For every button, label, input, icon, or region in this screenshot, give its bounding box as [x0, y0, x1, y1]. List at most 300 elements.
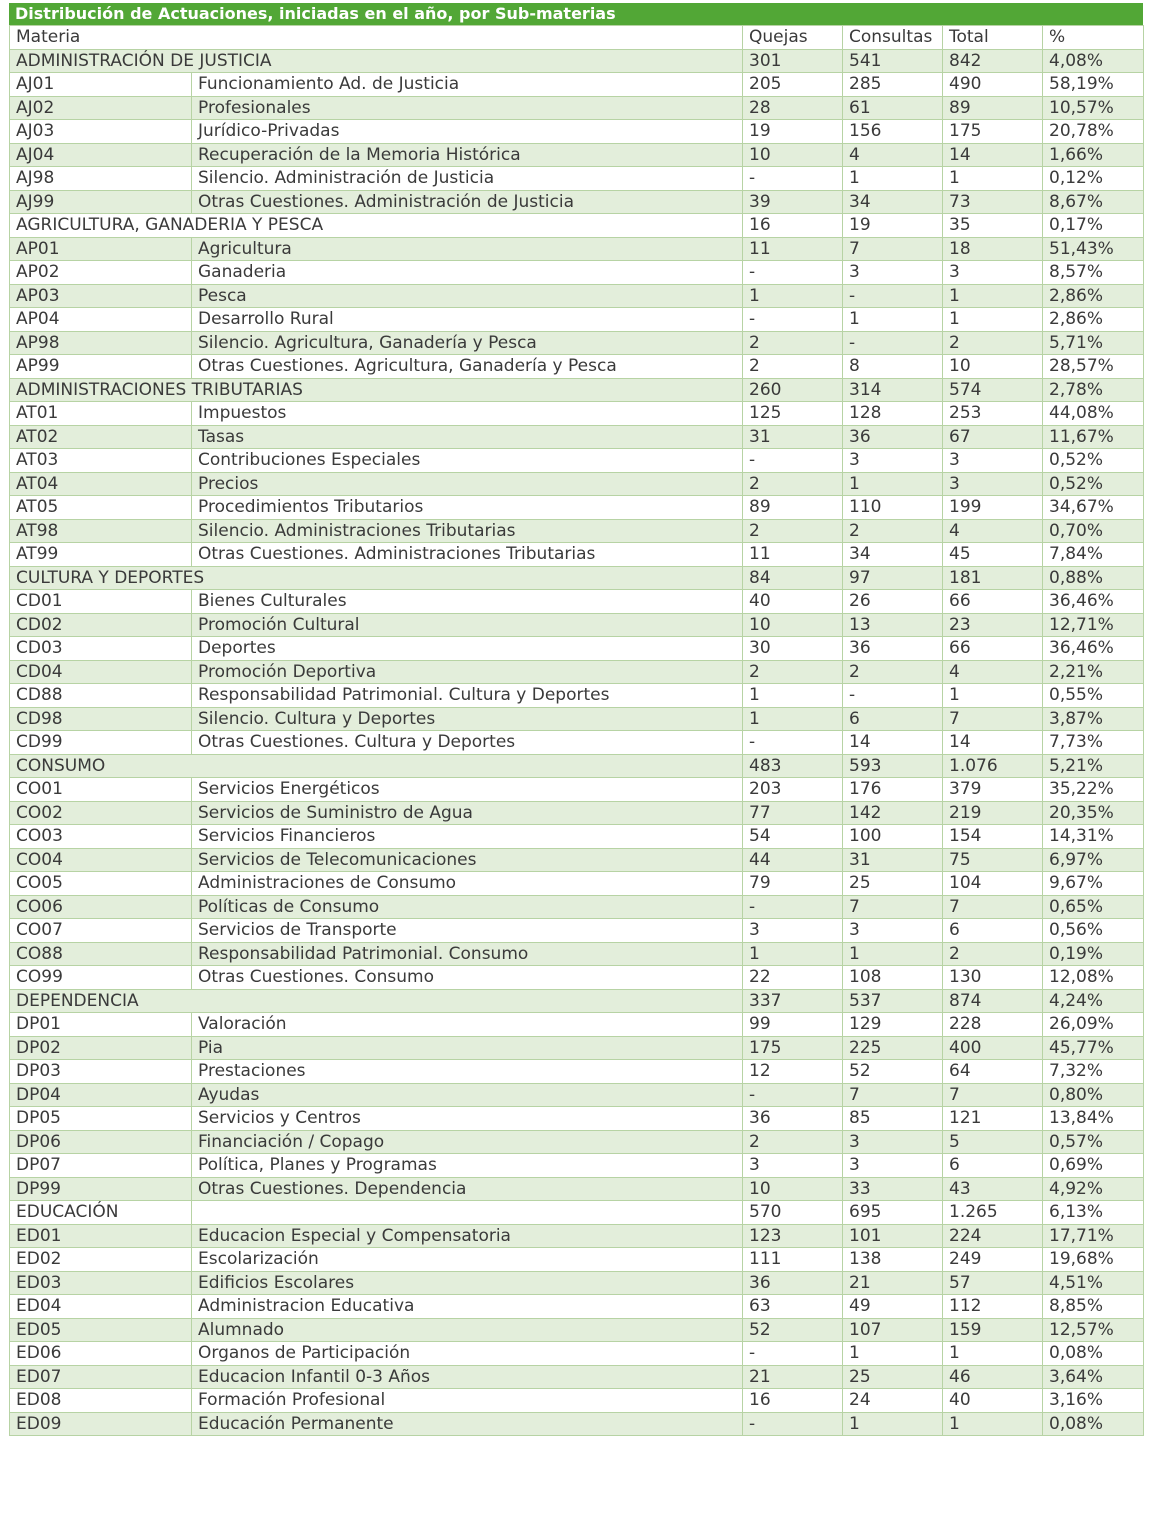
percent-cell: 7,32%: [1043, 1060, 1144, 1084]
percent-cell: 44,08%: [1043, 402, 1144, 426]
percent-cell: 4,92%: [1043, 1177, 1144, 1201]
consultas-cell: 3: [843, 919, 943, 943]
total-cell: 57: [943, 1271, 1043, 1295]
total-cell: 89: [943, 96, 1043, 120]
code-cell: DP06: [10, 1130, 192, 1154]
quejas-cell: 203: [743, 778, 843, 802]
total-cell: 112: [943, 1295, 1043, 1319]
table-row: [10, 355, 1144, 379]
header-percent: %: [1043, 26, 1144, 50]
table-row: [10, 1248, 1144, 1272]
table-row: [10, 1177, 1144, 1201]
code-cell: ED08: [10, 1389, 192, 1413]
code-cell: AT02: [10, 425, 192, 449]
code-cell: DP02: [10, 1036, 192, 1060]
code-cell: ED01: [10, 1224, 192, 1248]
table-row: [10, 613, 1144, 637]
submateria-cell: Otras Cuestiones. Consumo: [192, 966, 743, 990]
submateria-cell: Promoción Deportiva: [192, 660, 743, 684]
total-cell: 219: [943, 801, 1043, 825]
code-cell: CO02: [10, 801, 192, 825]
consultas-cell: 138: [843, 1248, 943, 1272]
total-cell: 379: [943, 778, 1043, 802]
submateria-cell: Administraciones de Consumo: [192, 872, 743, 896]
quejas-cell: 1: [743, 707, 843, 731]
submateria-cell: Silencio. Administración de Justicia: [192, 167, 743, 191]
code-cell: AT99: [10, 543, 192, 567]
submateria-cell: Bienes Culturales: [192, 590, 743, 614]
percent-cell: 36,46%: [1043, 590, 1144, 614]
quejas-cell: -: [743, 167, 843, 191]
percent-cell: 17,71%: [1043, 1224, 1144, 1248]
quejas-cell: 54: [743, 825, 843, 849]
quejas-cell: 28: [743, 96, 843, 120]
total-cell: 2: [943, 942, 1043, 966]
quejas-cell: 79: [743, 872, 843, 896]
table-row: [10, 143, 1144, 167]
percent-cell: 26,09%: [1043, 1013, 1144, 1037]
submateria-cell: Otras Cuestiones. Administraciones Tributarias: [192, 543, 743, 567]
consultas-cell: 314: [843, 378, 943, 402]
group-row: [10, 214, 1144, 238]
submateria-cell: Silencio. Cultura y Deportes: [192, 707, 743, 731]
consultas-cell: 49: [843, 1295, 943, 1319]
submateria-cell: Precios: [192, 472, 743, 496]
code-cell: AJ02: [10, 96, 192, 120]
quejas-cell: 77: [743, 801, 843, 825]
quejas-cell: 337: [743, 989, 843, 1013]
submateria-cell: Jurídico-Privadas: [192, 120, 743, 144]
total-cell: 400: [943, 1036, 1043, 1060]
consultas-cell: -: [843, 331, 943, 355]
percent-cell: 10,57%: [1043, 96, 1144, 120]
submateria-cell: Administracion Educativa: [192, 1295, 743, 1319]
code-cell: AP99: [10, 355, 192, 379]
quejas-cell: 205: [743, 73, 843, 97]
code-cell: DP07: [10, 1154, 192, 1178]
code-cell: AP01: [10, 237, 192, 261]
submateria-cell: Servicios y Centros: [192, 1107, 743, 1131]
quejas-cell: 36: [743, 1107, 843, 1131]
submateria-cell: Responsabilidad Patrimonial. Consumo: [192, 942, 743, 966]
quejas-cell: 111: [743, 1248, 843, 1272]
consultas-cell: 593: [843, 754, 943, 778]
table-row: [10, 519, 1144, 543]
percent-cell: 4,08%: [1043, 49, 1144, 73]
table-row: [10, 848, 1144, 872]
table-row: [10, 684, 1144, 708]
submateria-cell: Otras Cuestiones. Administración de Justicia: [192, 190, 743, 214]
quejas-cell: 19: [743, 120, 843, 144]
submateria-cell: Ganaderia: [192, 261, 743, 285]
percent-cell: 12,57%: [1043, 1318, 1144, 1342]
consultas-cell: 110: [843, 496, 943, 520]
consultas-cell: 21: [843, 1271, 943, 1295]
percent-cell: 12,71%: [1043, 613, 1144, 637]
code-cell: CD88: [10, 684, 192, 708]
total-cell: 7: [943, 707, 1043, 731]
submateria-cell: Políticas de Consumo: [192, 895, 743, 919]
code-cell: AT01: [10, 402, 192, 426]
table-title: Distribución de Actuaciones, iniciadas en el año, por Sub-materias: [9, 3, 1143, 25]
percent-cell: 5,21%: [1043, 754, 1144, 778]
table-row: [10, 167, 1144, 191]
submaterias-table: [9, 25, 1144, 1436]
quejas-cell: 89: [743, 496, 843, 520]
consultas-cell: 7: [843, 895, 943, 919]
total-cell: 75: [943, 848, 1043, 872]
consultas-cell: 285: [843, 73, 943, 97]
total-cell: 18: [943, 237, 1043, 261]
percent-cell: 8,85%: [1043, 1295, 1144, 1319]
table-row: [10, 731, 1144, 755]
total-cell: 35: [943, 214, 1043, 238]
consultas-cell: 25: [843, 1365, 943, 1389]
quejas-cell: 52: [743, 1318, 843, 1342]
submateria-cell: Silencio. Agricultura, Ganadería y Pesca: [192, 331, 743, 355]
total-cell: 23: [943, 613, 1043, 637]
code-cell: ED09: [10, 1412, 192, 1436]
percent-cell: 8,67%: [1043, 190, 1144, 214]
table-row: [10, 1295, 1144, 1319]
total-cell: 181: [943, 566, 1043, 590]
percent-cell: 9,67%: [1043, 872, 1144, 896]
submateria-cell: Escolarización: [192, 1248, 743, 1272]
code-cell: AJ04: [10, 143, 192, 167]
total-cell: 46: [943, 1365, 1043, 1389]
submateria-cell: Servicios de Transporte: [192, 919, 743, 943]
code-cell: DP01: [10, 1013, 192, 1037]
table-row: [10, 402, 1144, 426]
total-cell: 7: [943, 1083, 1043, 1107]
consultas-cell: 128: [843, 402, 943, 426]
quejas-cell: 570: [743, 1201, 843, 1225]
code-cell: ED04: [10, 1295, 192, 1319]
quejas-cell: 3: [743, 1154, 843, 1178]
quejas-cell: -: [743, 731, 843, 755]
table-row: [10, 1083, 1144, 1107]
consultas-cell: 26: [843, 590, 943, 614]
total-cell: 104: [943, 872, 1043, 896]
quejas-cell: 84: [743, 566, 843, 590]
total-cell: 1: [943, 684, 1043, 708]
percent-cell: 6,97%: [1043, 848, 1144, 872]
consultas-cell: 7: [843, 1083, 943, 1107]
code-cell: ED06: [10, 1342, 192, 1366]
code-cell: CD01: [10, 590, 192, 614]
code-cell: CD04: [10, 660, 192, 684]
quejas-cell: 2: [743, 331, 843, 355]
table-row: [10, 778, 1144, 802]
table-row: [10, 190, 1144, 214]
consultas-cell: 8: [843, 355, 943, 379]
submateria-cell: Valoración: [192, 1013, 743, 1037]
consultas-cell: 14: [843, 731, 943, 755]
consultas-cell: 3: [843, 1130, 943, 1154]
submateria-cell: [192, 1201, 743, 1225]
quejas-cell: 36: [743, 1271, 843, 1295]
table-row: [10, 1318, 1144, 1342]
code-cell: DP04: [10, 1083, 192, 1107]
percent-cell: 7,84%: [1043, 543, 1144, 567]
quejas-cell: 483: [743, 754, 843, 778]
percent-cell: 4,51%: [1043, 1271, 1144, 1295]
code-cell: ED02: [10, 1248, 192, 1272]
total-cell: 228: [943, 1013, 1043, 1037]
total-cell: 1: [943, 308, 1043, 332]
quejas-cell: 31: [743, 425, 843, 449]
quejas-cell: -: [743, 1342, 843, 1366]
total-cell: 130: [943, 966, 1043, 990]
total-cell: 154: [943, 825, 1043, 849]
total-cell: 199: [943, 496, 1043, 520]
percent-cell: 0,70%: [1043, 519, 1144, 543]
quejas-cell: -: [743, 1412, 843, 1436]
code-cell: CO05: [10, 872, 192, 896]
table-row: [10, 1224, 1144, 1248]
percent-cell: 11,67%: [1043, 425, 1144, 449]
quejas-cell: 16: [743, 214, 843, 238]
consultas-cell: 129: [843, 1013, 943, 1037]
consultas-cell: 176: [843, 778, 943, 802]
table-row: [10, 1060, 1144, 1084]
consultas-cell: 1: [843, 1342, 943, 1366]
table-row: [10, 96, 1144, 120]
consultas-cell: 34: [843, 543, 943, 567]
total-cell: 64: [943, 1060, 1043, 1084]
percent-cell: 0,08%: [1043, 1342, 1144, 1366]
submateria-cell: Financiación / Copago: [192, 1130, 743, 1154]
percent-cell: 3,87%: [1043, 707, 1144, 731]
table-row: [10, 942, 1144, 966]
quejas-cell: 175: [743, 1036, 843, 1060]
total-cell: 874: [943, 989, 1043, 1013]
table-row: [10, 237, 1144, 261]
total-cell: 14: [943, 143, 1043, 167]
total-cell: 121: [943, 1107, 1043, 1131]
percent-cell: 34,67%: [1043, 496, 1144, 520]
code-cell: AT05: [10, 496, 192, 520]
consultas-cell: 24: [843, 1389, 943, 1413]
percent-cell: 0,55%: [1043, 684, 1144, 708]
total-cell: 1.265: [943, 1201, 1043, 1225]
table-row: [10, 331, 1144, 355]
percent-cell: 35,22%: [1043, 778, 1144, 802]
consultas-cell: 1: [843, 167, 943, 191]
consultas-cell: 61: [843, 96, 943, 120]
table-row: [10, 872, 1144, 896]
total-cell: 4: [943, 660, 1043, 684]
consultas-cell: 85: [843, 1107, 943, 1131]
group-name-cell: CULTURA Y DEPORTES: [10, 566, 743, 590]
consultas-cell: 52: [843, 1060, 943, 1084]
consultas-cell: 34: [843, 190, 943, 214]
consultas-cell: 107: [843, 1318, 943, 1342]
total-cell: 2: [943, 331, 1043, 355]
submateria-cell: Edificios Escolares: [192, 1271, 743, 1295]
header-total: Total: [943, 26, 1043, 50]
code-cell: AT04: [10, 472, 192, 496]
quejas-cell: -: [743, 449, 843, 473]
submateria-cell: Tasas: [192, 425, 743, 449]
code-cell: AJ98: [10, 167, 192, 191]
percent-cell: 3,16%: [1043, 1389, 1144, 1413]
header-consultas: Consultas: [843, 26, 943, 50]
percent-cell: 0,52%: [1043, 472, 1144, 496]
quejas-cell: 44: [743, 848, 843, 872]
consultas-cell: 225: [843, 1036, 943, 1060]
consultas-cell: 1: [843, 1412, 943, 1436]
quejas-cell: 22: [743, 966, 843, 990]
percent-cell: 7,73%: [1043, 731, 1144, 755]
table-row: [10, 284, 1144, 308]
consultas-cell: 541: [843, 49, 943, 73]
code-cell: AP98: [10, 331, 192, 355]
code-cell: DP99: [10, 1177, 192, 1201]
code-cell: CO04: [10, 848, 192, 872]
total-cell: 73: [943, 190, 1043, 214]
group-name-cell: CONSUMO: [10, 754, 743, 778]
percent-cell: 4,24%: [1043, 989, 1144, 1013]
group-row: [10, 754, 1144, 778]
consultas-cell: 7: [843, 237, 943, 261]
total-cell: 490: [943, 73, 1043, 97]
header-row: [10, 26, 1144, 50]
total-cell: 1: [943, 284, 1043, 308]
total-cell: 224: [943, 1224, 1043, 1248]
quejas-cell: 11: [743, 237, 843, 261]
consultas-cell: 100: [843, 825, 943, 849]
submateria-cell: Otras Cuestiones. Cultura y Deportes: [192, 731, 743, 755]
total-cell: 1: [943, 167, 1043, 191]
code-cell: CO07: [10, 919, 192, 943]
submateria-cell: Servicios de Telecomunicaciones: [192, 848, 743, 872]
submateria-cell: Desarrollo Rural: [192, 308, 743, 332]
submateria-cell: Otras Cuestiones. Dependencia: [192, 1177, 743, 1201]
table-row: [10, 308, 1144, 332]
consultas-cell: -: [843, 684, 943, 708]
percent-cell: 28,57%: [1043, 355, 1144, 379]
header-materia: Materia: [10, 26, 743, 50]
table-row: [10, 261, 1144, 285]
percent-cell: 1,66%: [1043, 143, 1144, 167]
percent-cell: 14,31%: [1043, 825, 1144, 849]
percent-cell: 8,57%: [1043, 261, 1144, 285]
group-row: [10, 378, 1144, 402]
submateria-cell: Contribuciones Especiales: [192, 449, 743, 473]
total-cell: 249: [943, 1248, 1043, 1272]
consultas-cell: 36: [843, 637, 943, 661]
table-row: [10, 1130, 1144, 1154]
total-cell: 66: [943, 637, 1043, 661]
code-cell: CD98: [10, 707, 192, 731]
table-row: [10, 73, 1144, 97]
total-cell: 10: [943, 355, 1043, 379]
code-cell: AJ99: [10, 190, 192, 214]
table-row: [10, 590, 1144, 614]
consultas-cell: 13: [843, 613, 943, 637]
quejas-cell: 10: [743, 143, 843, 167]
code-cell: CD99: [10, 731, 192, 755]
percent-cell: 2,86%: [1043, 284, 1144, 308]
total-cell: 1: [943, 1412, 1043, 1436]
submateria-cell: Educacion Infantil 0-3 Años: [192, 1365, 743, 1389]
quejas-cell: 2: [743, 472, 843, 496]
submateria-cell: Pia: [192, 1036, 743, 1060]
consultas-cell: 142: [843, 801, 943, 825]
report-table-container: [9, 3, 1143, 1436]
code-cell: ED05: [10, 1318, 192, 1342]
total-cell: 66: [943, 590, 1043, 614]
consultas-cell: 31: [843, 848, 943, 872]
total-cell: 4: [943, 519, 1043, 543]
table-row: [10, 919, 1144, 943]
group-name-cell: ADMINISTRACIONES TRIBUTARIAS: [10, 378, 743, 402]
group-name-cell: DEPENDENCIA: [10, 989, 743, 1013]
table-row: [10, 472, 1144, 496]
percent-cell: 0,17%: [1043, 214, 1144, 238]
submateria-cell: Recuperación de la Memoria Histórica: [192, 143, 743, 167]
group-name-cell: AGRICULTURA, GANADERIA Y PESCA: [10, 214, 743, 238]
code-cell: AT03: [10, 449, 192, 473]
percent-cell: 0,52%: [1043, 449, 1144, 473]
code-cell: CD03: [10, 637, 192, 661]
quejas-cell: 2: [743, 519, 843, 543]
group-row: [10, 989, 1144, 1013]
consultas-cell: 537: [843, 989, 943, 1013]
consultas-cell: 156: [843, 120, 943, 144]
consultas-cell: 3: [843, 449, 943, 473]
code-cell: AT98: [10, 519, 192, 543]
total-cell: 6: [943, 919, 1043, 943]
table-row: [10, 1342, 1144, 1366]
code-cell: AP03: [10, 284, 192, 308]
quejas-cell: 260: [743, 378, 843, 402]
submateria-cell: Promoción Cultural: [192, 613, 743, 637]
consultas-cell: 1: [843, 942, 943, 966]
consultas-cell: 4: [843, 143, 943, 167]
code-cell: DP03: [10, 1060, 192, 1084]
submateria-cell: Prestaciones: [192, 1060, 743, 1084]
table-row: [10, 801, 1144, 825]
code-cell: CD02: [10, 613, 192, 637]
table-row: [10, 1271, 1144, 1295]
percent-cell: 51,43%: [1043, 237, 1144, 261]
submateria-cell: Política, Planes y Programas: [192, 1154, 743, 1178]
table-row: [10, 825, 1144, 849]
table-row: [10, 1389, 1144, 1413]
total-cell: 159: [943, 1318, 1043, 1342]
consultas-cell: 97: [843, 566, 943, 590]
table-row: [10, 496, 1144, 520]
percent-cell: 0,08%: [1043, 1412, 1144, 1436]
table-row: [10, 707, 1144, 731]
percent-cell: 0,56%: [1043, 919, 1144, 943]
consultas-cell: 2: [843, 519, 943, 543]
quejas-cell: 10: [743, 613, 843, 637]
code-cell: CO06: [10, 895, 192, 919]
percent-cell: 0,12%: [1043, 167, 1144, 191]
percent-cell: 0,69%: [1043, 1154, 1144, 1178]
quejas-cell: 3: [743, 919, 843, 943]
quejas-cell: 125: [743, 402, 843, 426]
table-row: [10, 895, 1144, 919]
table-row: [10, 660, 1144, 684]
quejas-cell: -: [743, 895, 843, 919]
table-row: [10, 1013, 1144, 1037]
code-cell: CO99: [10, 966, 192, 990]
table-body: [10, 26, 1144, 1436]
